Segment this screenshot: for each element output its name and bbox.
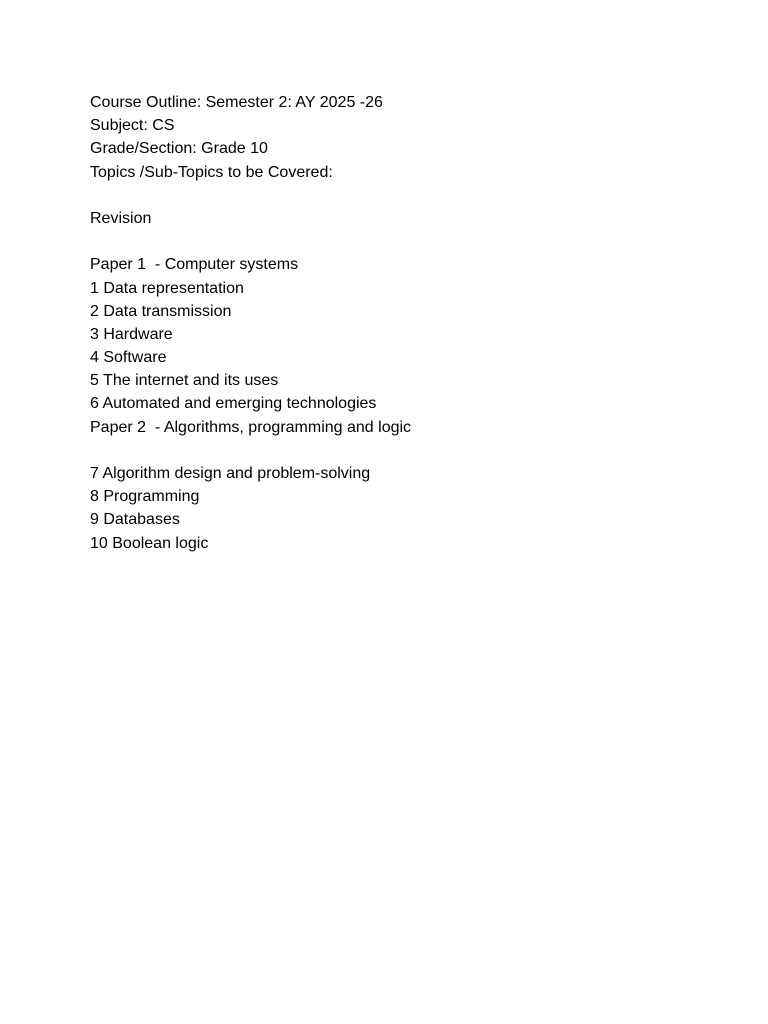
blank-line bbox=[90, 439, 710, 462]
subject-line: Subject: CS bbox=[90, 117, 175, 135]
grade-section-line: Grade/Section: Grade 10 bbox=[90, 140, 268, 158]
topic-item: 6 Automated and emerging technologies bbox=[90, 395, 377, 413]
paper1-title: Paper 1 - Computer systems bbox=[90, 256, 299, 274]
topic-item: 10 Boolean logic bbox=[90, 534, 209, 552]
topic-item: 7 Algorithm design and problem-solving bbox=[90, 465, 371, 482]
topic-item: 1 Data representation bbox=[90, 279, 244, 297]
topic-item: 4 Software bbox=[90, 349, 167, 367]
topic-item: 5 The internet and its uses bbox=[90, 372, 279, 390]
topic-item: 9 Databases bbox=[90, 511, 180, 529]
blank-line bbox=[90, 184, 710, 207]
topic-item: 3 Hardware bbox=[90, 325, 173, 343]
course-outline-line: Course Outline: Semester 2: AY 2025 -26 bbox=[90, 94, 383, 111]
blank-line bbox=[90, 230, 710, 253]
document-content bbox=[90, 91, 710, 555]
topics-heading: Topics /Sub-Topics to be Covered: bbox=[90, 163, 333, 181]
paper2-title: Paper 2 - Algorithms, programming and logic bbox=[90, 418, 412, 436]
topic-item: 8 Programming bbox=[90, 488, 200, 506]
topic-item: 2 Data transmission bbox=[90, 302, 232, 320]
revision-label: Revision bbox=[90, 209, 152, 227]
